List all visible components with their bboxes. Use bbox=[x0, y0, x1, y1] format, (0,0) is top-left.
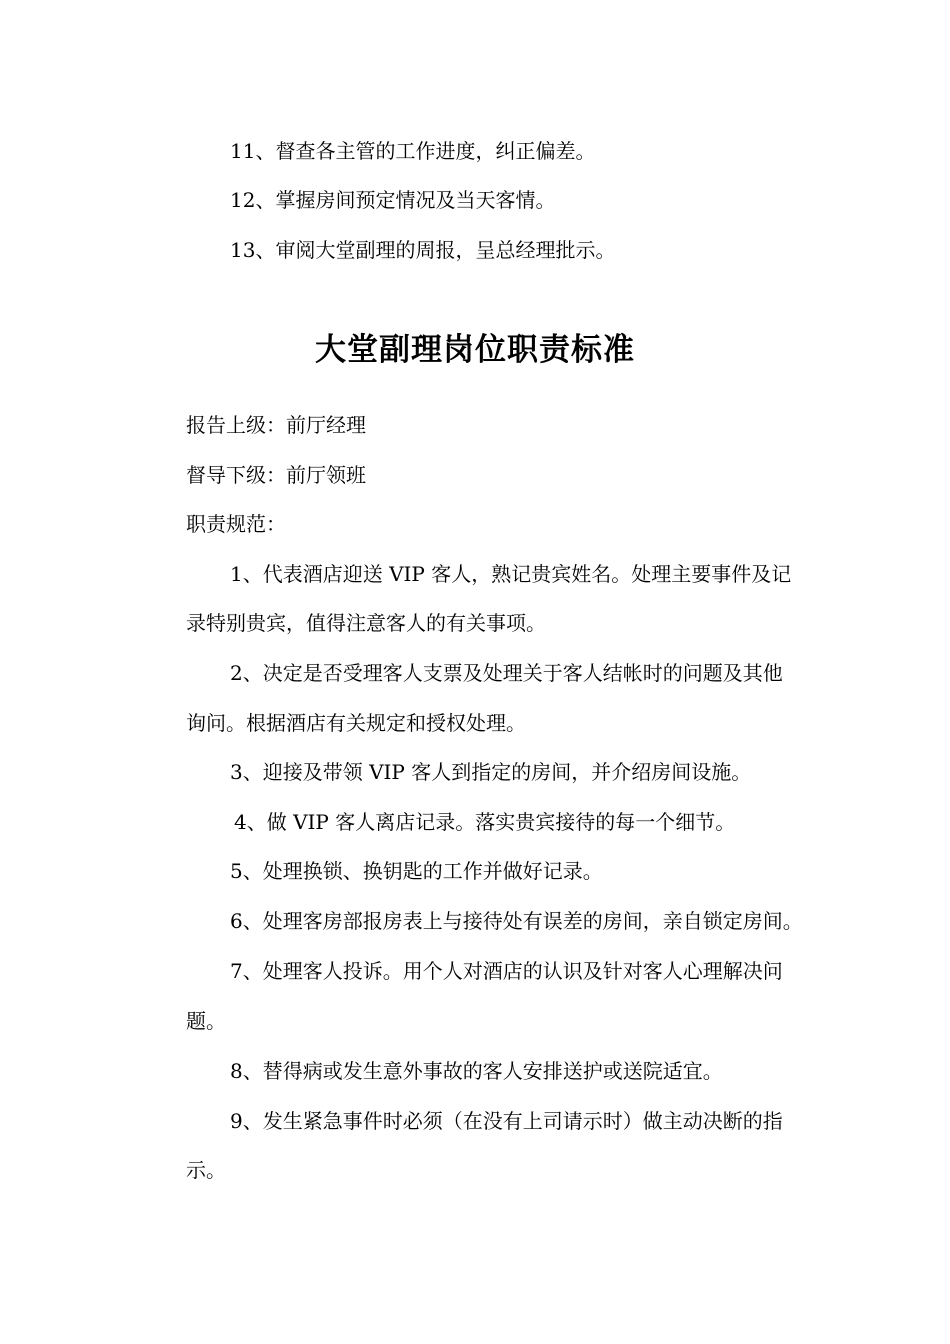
duty-9-line-2: 示。 bbox=[186, 1158, 226, 1182]
duty-4: 4、做 VIP 客人离店记录。落实贵宾接待的每一个细节。 bbox=[234, 810, 736, 834]
duty-8: 8、替得病或发生意外事故的客人安排送护或送院适宜。 bbox=[230, 1059, 723, 1083]
supervise-line: 督导下级：前厅领班 bbox=[186, 463, 366, 487]
duty-1-line-2: 录特别贵宾，值得注意客人的有关事项。 bbox=[186, 611, 546, 635]
item-12: 12、掌握房间预定情况及当天客情。 bbox=[230, 188, 556, 212]
duty-7-line-2: 题。 bbox=[186, 1009, 226, 1033]
duty-6: 6、处理客房部报房表上与接待处有误差的房间，亲自锁定房间。 bbox=[230, 909, 803, 933]
duty-2-line-2: 询问。根据酒店有关规定和授权处理。 bbox=[186, 711, 526, 735]
item-13: 13、审阅大堂副理的周报，呈总经理批示。 bbox=[230, 238, 616, 262]
duty-7-line-1: 7、处理客人投诉。用个人对酒店的认识及针对客人心理解决问 bbox=[230, 959, 783, 983]
duty-2-line-1: 2、决定是否受理客人支票及处理关于客人结帐时的问题及其他 bbox=[230, 661, 783, 685]
report-to-line: 报告上级：前厅经理 bbox=[186, 413, 366, 437]
duty-5: 5、处理换锁、换钥匙的工作并做好记录。 bbox=[230, 859, 603, 883]
duty-1-line-1: 1、代表酒店迎送 VIP 客人，熟记贵宾姓名。处理主要事件及记 bbox=[230, 562, 792, 586]
item-11: 11、督查各主管的工作进度，纠正偏差。 bbox=[230, 139, 596, 163]
duties-heading: 职责规范： bbox=[186, 512, 286, 536]
section-title: 大堂副理岗位职责标准 bbox=[315, 332, 635, 368]
duty-9-line-1: 9、发生紧急事件时必须（在没有上司请示时）做主动决断的指 bbox=[230, 1109, 783, 1133]
duty-3: 3、迎接及带领 VIP 客人到指定的房间，并介绍房间设施。 bbox=[230, 760, 752, 784]
